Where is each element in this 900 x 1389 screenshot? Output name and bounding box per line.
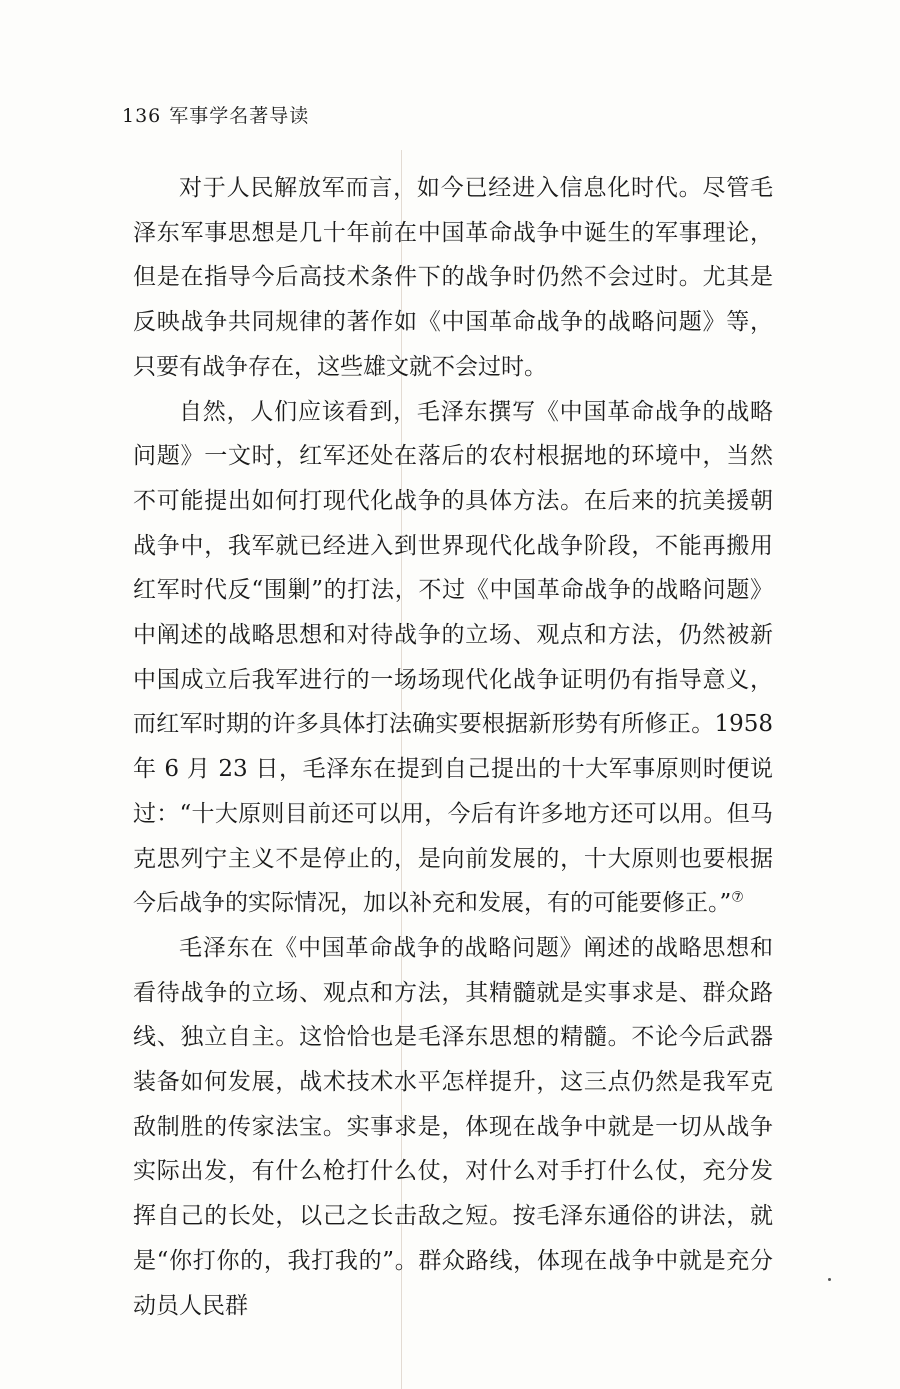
paragraph-text: 毛泽东在《中国革命战争的战略问题》阐述的战略思想和看待战争的立场、观点和方法，其精髓就是实事求是、群众路线、独立自主。这恰恰也是毛泽东思想的精髓。不论今后武器装备如何发展，战术技术水平怎样提升，这三点仍然是我军克敌制胜的传家法宝。实事求是，体现在战争中就是一切从战争实际出发，有什么枪打什么仗，对什么对手打什么仗，充分发挥自己的长处，以己之长击敌之短。按毛泽东通俗的讲法，就是“你打你的，我打我的”。群众路线，体现在战争中就是充分动员人民群	[133, 934, 773, 1319]
page-number: 136	[122, 105, 162, 127]
book-title: 军事学名著导读	[169, 105, 310, 127]
running-header	[122, 101, 309, 128]
paragraph-text: 对于人民解放军而言，如今已经进入信息化时代。尽管毛泽东军事思想是几十年前在中国革命战争中诞生的军事理论，但是在指导今后高技术条件下的战争时仍然不会过时。尤其是反映战争共同规律的著作如《中国革命战争的战略问题》等，只要有战争存在，这些雄文就不会过时。	[133, 175, 773, 380]
print-speck	[828, 1278, 831, 1281]
body-text	[133, 166, 773, 1328]
paragraph	[133, 390, 773, 926]
paragraph	[133, 926, 773, 1328]
paragraph	[133, 166, 773, 390]
paragraph-text: 自然，人们应该看到，毛泽东撰写《中国革命战争的战略问题》一文时，红军还处在落后的农村根据地的环境中，当然不可能提出如何打现代化战争的具体方法。在后来的抗美援朝战争中，我军就已经进入到世界现代化战争阶段，不能再搬用红军时代反“围剿”的打法，不过《中国革命战争的战略问题》中阐述的战略思想和对待战争的立场、观点和方法，仍然被新中国成立后我军进行的一场场现代化战争证明仍有指导意义，而红军时期的许多具体打法确实要根据新形势有所修正。1958 年 6 月 23 日，毛泽东在提到自己提出的十大军事原则时便说过：“十大原则目前还可以用，今后有许多地方还可以用。但马克思列宁主义不是停止的，是向前发展的，十大原则也要根据今后战争的实际情况，加以补充和发展，有的可能要修正。”	[133, 398, 773, 917]
footnote-marker[interactable]: ⑦	[731, 889, 744, 906]
